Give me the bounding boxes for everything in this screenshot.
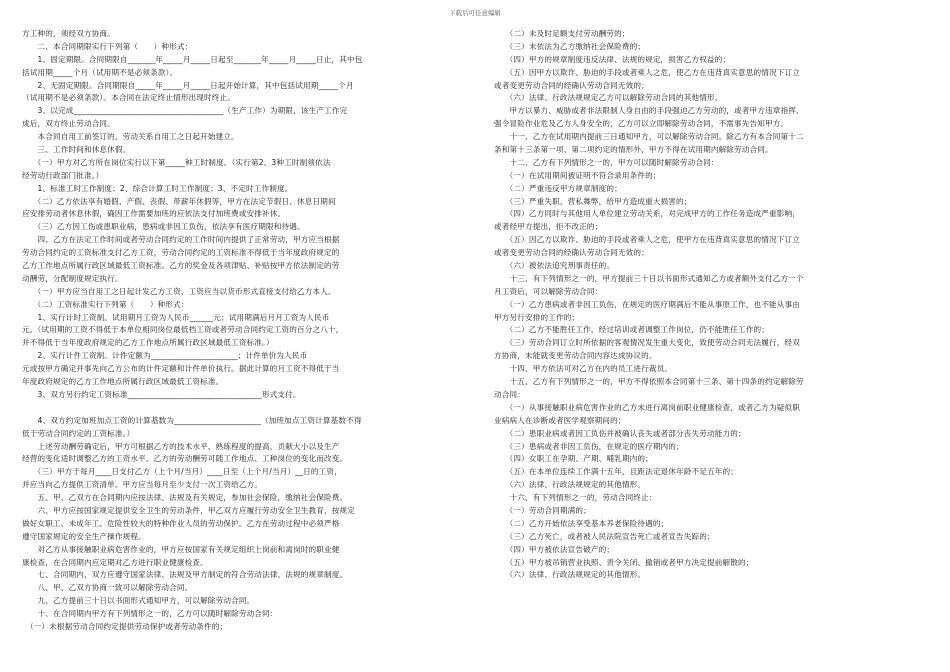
right-text-column — [494, 28, 934, 582]
text-line: （二）乙方开始依法享受基本养老保险待遇的； — [494, 518, 669, 528]
text-line — [22, 402, 462, 415]
text-line: （六）法律、行政法规规定的其他情形。 — [494, 570, 646, 580]
text-line: 甲方以暴力、威胁或者非法限制人身自由的手段强迫乙方劳动的，或者甲方违章指挥、 — [494, 106, 804, 116]
text-line: （四）甲方被依法宣告破产的； — [494, 544, 615, 554]
text-line: 三、工作时间和休息休假。 — [22, 145, 131, 155]
text-line: （六）法律、行政法规规定乙方可以解除劳动合同的其他情形。 — [494, 93, 723, 103]
text-line: 十六、有下列情形之一的，劳动合同终止： — [494, 493, 657, 503]
text-line: 元。（试用期的工资不得低于本单位相同岗位最低档工资或者劳动合同约定工资的百分之八十， — [22, 325, 344, 335]
text-line: 3、双方另行约定工资标准__________________________________形式支付。 — [22, 389, 301, 399]
text-line: （一）甲方对乙方所在岗位实行以下第_____种工时制度。（实行第2、3种工时制须依法 — [22, 157, 331, 167]
text-line: 业病病人在诊断或者医学观察期间的； — [494, 415, 626, 425]
text-line: （二）工资标准实行下列第（ ）种形式： — [22, 299, 189, 309]
header-note: 下载后可任意编辑 — [449, 9, 501, 17]
text-line: 2、无固定期限。合同期限自_____年_____月_____日起开始计算，其中包括试用期_____个月 — [22, 80, 354, 90]
text-line: （五）在本单位连续工作满十五年，且距法定退休年龄不足五年的； — [494, 467, 738, 477]
text-line: 1、标准工时工作制度；2、综合计算工时工作制度；3、不定时工作制度。 — [22, 183, 293, 193]
text-line: 六、甲方应按国家规定提供安全卫生的劳动条件，甲乙双方应履行劳动安全卫生教育，按规定 — [22, 505, 355, 515]
text-line: （三）患病或者非因工负伤，在规定的医疗期内的； — [494, 441, 684, 451]
text-line: 五、甲、乙双方在合同期内应按法律、法规及有关规定，参加社会保险，缴纳社会保险费。 — [22, 493, 348, 503]
text-line: 动酬劳，分配制度规定执行。 — [22, 273, 123, 283]
text-line: 或者变更劳动合同的经确认劳动合同无效的； — [494, 248, 649, 258]
text-line: 十二、乙方有下列情形之一的，甲方可以随时解除劳动合同： — [494, 157, 719, 167]
text-line: 九、乙方提前三十日以书面形式通知甲方，可以解除劳动合同。 — [22, 596, 255, 606]
text-line: （三）未依法为乙方缴纳社会保险费的； — [494, 41, 646, 51]
text-line: 本合同自用工前签订的，劳动关系自用工之日起开始建立。 — [22, 132, 239, 142]
text-line: （六）法律、行政法规规定的其他情形。 — [494, 480, 646, 490]
text-line: 或者变更劳动合同的经确认劳动合同无效的； — [494, 80, 649, 90]
text-line: （三）严重失职，营私舞弊，给甲方造成重大损害的； — [494, 196, 692, 206]
text-line: 劳动合同约定的工资标准支付乙方工资，劳动合同约定的工资标准不得低于当年度政府规定的 — [22, 248, 340, 258]
text-line: （三）劳动合同订立时所依据的客观情况发生重大变化，致使劳动合同无法履行，经双 — [494, 338, 800, 348]
text-line: 上述劳动酬劳确定后，甲方可根据乙方的技术水平、熟练程度的提高，贡献大小以及生产 — [22, 441, 340, 451]
text-line: （一）在试用期间被证明不符合录用条件的； — [494, 170, 661, 180]
text-line: （三）乙方因工伤或患职业病，患病或非因工负伤，依法享有医疗期限和待遇。 — [22, 222, 305, 232]
text-line: （一）甲方应当自用工之日起计发乙方工资，工资应当以货币形式直接支付给乙方本人。 — [22, 286, 336, 296]
text-line: 十、在合同期内甲方有下列情形之一的，乙方可以随时解除劳动合同： — [22, 609, 278, 619]
text-line: （六）被依法追究刑事责任的。 — [494, 261, 615, 271]
text-line: （试用期不是必须条款）。本合同在法定终止情形出现时终止。 — [22, 93, 236, 103]
text-line: （二）未及时足额支付劳动酬劳的； — [494, 29, 630, 38]
text-line: 并应当向乙方提供工资清单。甲方应当每月至少支付一次工资给乙方。 — [22, 480, 263, 490]
text-line: 二、本合同期限实行下列第（ ）种形式： — [22, 41, 193, 51]
text-line: （五）甲方被吊销营业执照、责令关闭、撤销或者甲方决定提前解散的； — [494, 557, 754, 567]
text-line: （一）劳动合同期满的； — [494, 505, 591, 515]
text-line: 方工种的，须经双方协商。 — [22, 29, 115, 38]
text-line: 十一、乙方在试用期内提前三日通知甲方，可以解除劳动合同。除乙方有本合同第十二 — [494, 132, 804, 142]
text-line: 元或按甲方确定并事先向乙方公布的计件定额和计件单价执行。据此计算的月工资不得低于当 — [22, 364, 340, 374]
text-line: （三）乙方死亡，或者被人民法院宣告死亡或者宣告失踪的； — [494, 531, 715, 541]
text-line: （四）女职工在孕期、产期、哺乳期内的； — [494, 454, 653, 464]
text-line: 2、实行计件工资制。计件定额为______________________；计件单价为人民币 — [22, 351, 308, 361]
text-line: （五）因乙方以欺诈、胁迫的手段或者乘人之危，使甲方在违背真实意思的情况下订立 — [494, 235, 800, 245]
text-line: 应安排劳动者休息休假，确因工作需要加班的应依法支付加班费或安排补休。 — [22, 209, 286, 219]
text-line: （五）因甲方以欺诈、胁迫的手段或者乘人之危，使乙方在违背真实意思的情况下订立 — [494, 67, 800, 77]
text-line: 月工资后，可以解除劳动合同： — [494, 286, 603, 296]
text-line: （四）乙方同时与其他用人单位建立劳动关系，对完成甲方的工作任务造成严重影响， — [494, 209, 800, 219]
text-line: 十五、乙方有下列情形之一的，甲方不得依照本合同第十三条、第十四条的约定解除劳 — [494, 377, 804, 387]
text-line: （四）甲方的规章制度违反法律、法规的规定，损害乙方权益的； — [494, 54, 731, 64]
text-line: 3、以完成______________________________________（生产工作）为期限，该生产工作完 — [22, 106, 348, 116]
text-line: 动合同： — [494, 389, 525, 399]
text-line: 并不得低于当年度政府规定的乙方工作地点所属行政区域最低工资标准。） — [22, 338, 274, 348]
text-line: （三）甲方于每月____日支付乙方（上个月/当月）____日至（上个月/当月）__日的工资， — [22, 467, 342, 477]
text-line: （二）严重违反甲方规章制度的； — [494, 183, 622, 193]
text-line: 括试用期_____个月（试用期不是必须条款）。 — [22, 67, 178, 77]
text-line: 十三、有下列情形之一的，甲方提前三十日以书面形式通知乙方或者额外支付乙方一个 — [494, 273, 804, 283]
text-line: 八、甲、乙双方协商一致可以解除劳动合同。 — [22, 583, 193, 593]
text-line: 年度政府规定的乙方工作地点所属行政区域最低工资标准。 — [22, 377, 224, 387]
text-line: 四、乙方在法定工作时间或者劳动合同约定的工作时间内提供了正常劳动，甲方应当根据 — [22, 235, 340, 245]
text-line: 经劳动行政部门批准。） — [22, 170, 104, 180]
text-line: （一）从事接触职业病危害作业的乙方未进行离岗前职业健康检查，或者乙方为疑似职 — [494, 402, 800, 412]
text-line: 十四、甲方依法可对乙方在内的员工进行裁员。 — [494, 364, 673, 374]
text-line: 经营的变化适时调整乙方的工资水平。乙方的劳动酬劳可随工作地点、工种岗位的变化而改变。 — [22, 454, 348, 464]
text-line: 强令冒险作业危及乙方人身安全的，乙方可以立即解除劳动合同，不需事先告知甲方。 — [494, 119, 789, 129]
left-text-column — [22, 28, 462, 634]
text-line: 遵守国家规定的安全生产操作规程。 — [22, 531, 146, 541]
text-line: 成后，双方终止劳动合同。 — [22, 119, 115, 129]
text-line: （一）乙方患病或者非因工负伤，在规定的医疗期满后不能从事原工作，也不能从事由 — [494, 299, 800, 309]
text-line: 低于劳动合同约定的工资标准。） — [22, 428, 135, 438]
text-line: 对乙方从事接触职业病危害作业的，甲方应按国家有关规定组织上岗前和离岗时的职业健 — [22, 544, 340, 554]
text-line: 甲方另行安排的工作的； — [494, 312, 580, 322]
text-line: （二）患职业病或者因工负伤并被确认丧失或者部分丧失劳动能力的； — [494, 428, 746, 438]
text-line: 做好女职工、未成年工、危险性较大的特种作业人员的劳动保护。乙方在劳动过程中必须严格 — [22, 518, 340, 528]
text-line: （一）未根据劳动合同约定提供劳动保护或者劳动条件的； — [22, 621, 228, 631]
text-line: 1、实行计时工资制。试用期月工资为人民币______元；试用期满后月月工资为人民币 — [22, 312, 330, 322]
text-line: 方协商，未能就变更劳动合同内容达成协议的。 — [494, 351, 657, 361]
text-line: 4、双方约定加班加点工资的计算基数为______________________（加班加点工资计算基数不得 — [22, 415, 362, 425]
text-line: 康检查，在合同期内应定期对乙方进行职业健康检查。 — [22, 557, 208, 567]
text-line: （二）乙方依法享有婚假、产假、丧假、带薪年休假等，甲方在法定节假日、休息日期间 — [22, 196, 336, 206]
text-line: 条和第十三条第一项、第二项约定的情形外，甲方不得在试用期内解除劳动合同。 — [494, 145, 773, 155]
text-line: （二）乙方不能胜任工作，经过培训或者调整工作岗位，仍不能胜任工作的； — [494, 325, 769, 335]
text-line: 或者经甲方提出，拒不改正的； — [494, 222, 603, 232]
text-line: 乙方工作地点所属行政区域最低工资标准。乙方的奖金及各项津贴、补贴按甲方依法制定的劳 — [22, 261, 340, 271]
text-line: 1、固定期限。合同期限自_______年_____月_____日起至_______年_____月_____日止，其中包 — [22, 54, 363, 64]
text-line: 七、合同期内，双方应遵守国家法律、法规及甲方制定的符合劳动法律、法规的规章制度。 — [22, 570, 348, 580]
